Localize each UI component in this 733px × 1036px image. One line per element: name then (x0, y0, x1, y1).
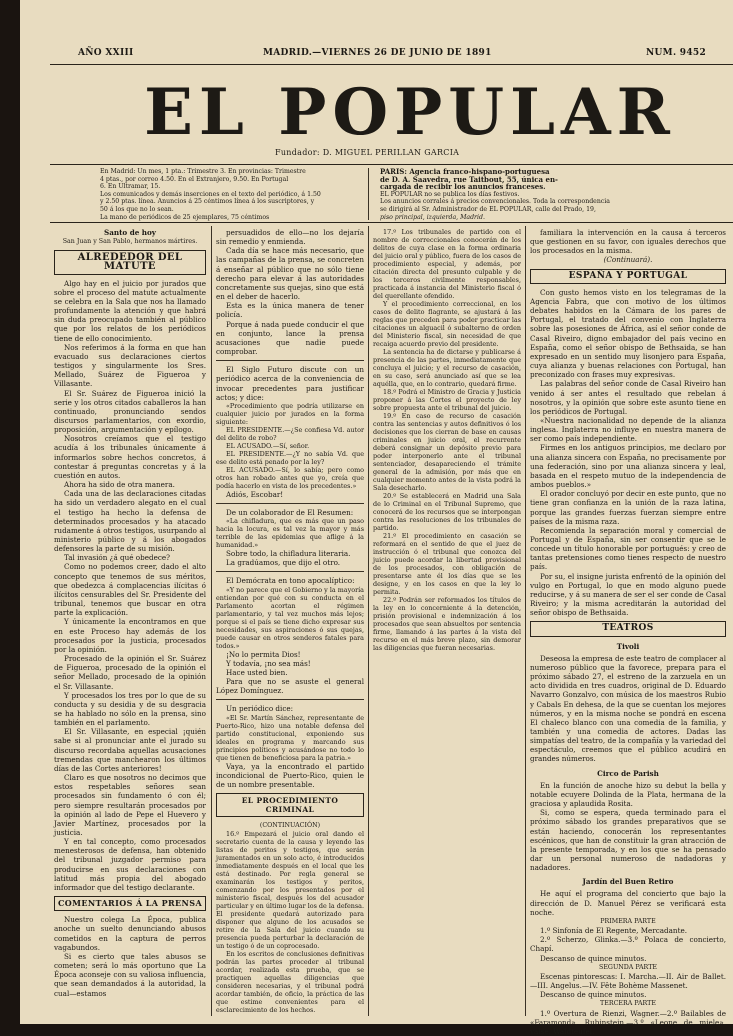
paris-line: de D. A. Saavedra, rue Taitbout, 55, única en- (380, 174, 558, 184)
theatre-retiro: Jardín del Buen Retiro (582, 877, 674, 887)
paragraph: 18.º Podrá el Ministro de Gracia y Justicia proponer á las Cortes el proyecto de ley sobre propuesta ante el tribunal del juicio. (373, 388, 521, 412)
section-title-espana-portugal: ESPAÑA Y PORTUGAL (530, 269, 726, 284)
section-title-teatros: TEATROS (530, 621, 726, 636)
rule-above-info (50, 164, 733, 165)
saint-heading: Santo de hoy (104, 228, 156, 237)
column-2 (216, 228, 364, 1018)
paragraph: 22.º Podrán ser reformados los títulos de la ley en lo concerniente á la detención, prisión provisional e indemnización á los procesados que sean absueltos por sentencia firme, llamando á las partes á la vista del recurso en el más breve plazo, sin demorar las diligencias que fueran necesarias. (373, 596, 521, 652)
paragraph: 21.º El procedimiento en casación se reformará en el sentido de que el juez de instrucción ó el tribunal que conozca del juicio puede acordar la libertad provisional de los procesados, con obligación de presentarse ante él los días que se les designe, y en los casos en que la ley lo permita. (373, 532, 521, 596)
paragraph: Y todavía, ¡no sea más! (226, 658, 311, 668)
paragraph: Porque á nada puede conducir el que en conjunto, lance la prensa acusaciones que nadie puede comprobar. (216, 319, 364, 357)
paris-line: Los anuncios corrales á precios convencionales. Toda la correspondencia (380, 198, 610, 206)
program-part: SEGUNDA PARTE (599, 963, 657, 971)
column-divider (211, 226, 212, 1016)
paragraph: Recomienda la separación moral y comercial de Portugal y de España, sin ser consentir que se le concede un título honorable por portugués: y creo de tantas pretensiones como tienes respecto de nuestro país. (530, 525, 726, 572)
program-item: 1.º Overtura de Rienzi, Wagner.—2.º Bailables de «Faramond», Rubinstein.—3.º «Leone de miele», valse, Waldteufel. (530, 1008, 726, 1036)
column-4 (530, 228, 726, 1036)
founder-line: Fundador: D. MIGUEL PERILLAN GARCIA (275, 148, 460, 157)
program-item: Escenas pintorescas: I. Marcha.—II. Air de Ballet.—III. Angelus.—IV. Fête Bohème Massenet. (530, 971, 726, 991)
newspaper-page (20, 0, 733, 1036)
section-title-procedimiento: EL PROCEDIMIENTO CRIMINAL (216, 793, 364, 817)
program-part: TERCERA PARTE (600, 1000, 656, 1008)
paragraph: Nos referimos á la forma en que han evacuado sus declaraciones ciertos testigos y singularmente los Sres. Mellado, Suárez de Figueroa y Villasante. (54, 342, 206, 389)
paragraph: Y procesados los tres por lo que de su conducta y su desidia y de su desgracia se ha hablado no sólo en la prensa, sino también en el parlamento. (54, 690, 206, 728)
column-3 (373, 228, 521, 1018)
sub-line: Los comunicados y demás inserciones en el texto del periódico, á 1.50 (100, 190, 321, 198)
quote: «Procedimiento que podría utilizarse en cualquier juicio por jurados en la forma siguiente: (216, 401, 364, 426)
paragraph: Cada una de las declaraciones citadas ha sido un verdadero alegato en el cual el testigo ha hecho la defensa de determinados procesados y ha atacado rudamente á otros testigos, usurpando al ministerio público y á los abogados defensores la parte de su misión. (54, 489, 206, 554)
paragraph: Y en tal concepto, como procesados menesterosos de defensa, han obtenido del tribunal juzgador permiso para producirse en sus declaraciones con latitud más propia del abogado informador que del testigo declarante. (54, 837, 206, 892)
paragraph: Si, como se espera, queda terminado para el próximo sábado los grandes preparativos que se están haciendo, conocerán los representantes escénicos, que han de constituir la gran atracción de la presente temporada, y en los que se ha pensado dar un personal numeroso de nadadoras y nadadores. (530, 808, 726, 873)
dateline (78, 48, 728, 62)
paragraph: Ahora ha sido de otra manera. (64, 480, 175, 490)
quote: EL ACUSADO.—Sí, señor. (226, 441, 310, 450)
paragraph: 16.º Empezará el juicio oral dando el secretario cuenta de la causa y leyendo las listas de peritos y testigos, que serán juramentados en un solo acto, é introducidos inmediatamente después en el local que les está destinado. Por regla general se examinarán los testigos y peritos, comenzando por los presentados por el ministerio fiscal, después los del acusador particular y en último lugar los de la defensa. El presidente quedará autorizado para disponer que alguno de los acusados se retire de la Sala del juicio cuando su presencia pueda perturbar la declaración de un testigo ó de un coprocesado. (216, 830, 364, 951)
divider (216, 699, 364, 700)
paragraph: Esta es la única manera de tener policía. (216, 301, 364, 320)
paragraph: Un periódico dice: (226, 704, 294, 714)
column-1 (54, 228, 206, 1018)
paragraph: Vaya, ya la encontrado el partido incondicional de Puerto-Rico, quien le de un nombre presentable. (216, 761, 364, 789)
paragraph: Como no podemos creer, dado el alto concepto que tenemos de sus méritos, que obedezca á complacencias ilícitas ó ilícitos censurables del Sr. Presidente del tribunal, tenemos que buscar en otra parte la explicación. (54, 562, 206, 618)
paragraph: El Siglo Futuro discute con un periódico acerca de la conveniencia de invocar precedentes para justificar actos; y dice: (216, 365, 364, 402)
paragraph: La sentencia ha de dictarse y publicarse á presencia de las partes, inmediatamente que concluya el juicio; y el recurso de casación, en su caso, será anunciado así que se lea aquélla, que, en lo contrario, quedará firme. (373, 348, 521, 388)
info-divider (368, 168, 369, 220)
paris-agency-info (380, 168, 660, 221)
paragraph: ¡No lo permita Dios! (226, 649, 301, 659)
paragraph: Algo hay en el juicio por jurados que sobre el proceso del matute actualmente se celebra en la Sala que nos ha llamado profundamente la atención y que habrá sin duda preocupado también al público que por los relatos de los periódicos tiene de ello conocimiento. (54, 278, 206, 343)
saint-text: San Juan y San Pablo, hermanos mártires. (62, 238, 198, 246)
date-label: MADRID.—VIERNES 26 DE JUNIO DE 1891 (263, 48, 492, 58)
paragraph: «Nuestra nacionalidad no depende de la alianza inglesa. Inglaterra no influye en nuestra manera de ser como país independiente. (530, 415, 726, 444)
paragraph: Hace usted bien. (226, 667, 288, 677)
paragraph: Sobre todo, la chifladura literaria. (226, 549, 351, 559)
issue-number: NUM. 9452 (646, 48, 707, 58)
continued-note: (Continuará). (603, 255, 653, 265)
paragraph: Y el procedimiento correccional, en los casos de delito flagrante, se ajustará á las reglas que preceden para poder practicar las citaciones un alguacil ó subalterno de orden del Ministerio fiscal, sin necesidad de que recaiga acuerdo previo del presidente. (373, 300, 521, 348)
paragraph: En los escritos de conclusiones definitivas podrán las partes proceder al tribunal acordar, realizada esta prueba, que se practiquen aquellas diligencias que consideren necesarias, y el tribunal podrá acordar también, de oficio, la práctica de las que estime convenientes para el esclarecimiento de los hechos. (216, 950, 364, 1015)
program-item: 1.º Sinfonía de El Regente, Mercadante. (540, 926, 687, 936)
sub-line: y 2.50 ptas. línea. Anuncios á 25 céntimos línea á los suscriptores, y (100, 198, 315, 206)
sub-line: La mano de periódicos de 25 ejemplares, 75 céntimos (100, 213, 270, 221)
paragraph: 19.º En caso de recurso de casación contra las sentencias y autos definitivos ó los decisiones que los cierran de base en causas criminales en juicio oral, el recurrente deberá consignar un depósito previo para poder interponerlo ante el tribunal sentenciador, desapareciendo el trámite general de la admisión, por más que en cualquier momento antes de la vista podrá la Sala desecharlo. (373, 412, 521, 492)
quote: «Y no parece que el Gobierno y la mayoría entiendan por qué con su conducta en el Parlamento acortan el régimen parlamentario, y tal vez muchos más lejos; porque si el país se tiene dicho expresar sus necesidades, sus aspiraciones ó sus quejas, puede causar en otros senderos fatales para todos.» (216, 585, 364, 650)
sub-line: 50 á los que no lo sean. (100, 205, 174, 213)
divider (216, 503, 364, 504)
article-title-comentarios: COMENTARIOS Á LA PRENSA (54, 896, 206, 911)
program-item: Descanso de quince minutos. (540, 990, 647, 1000)
section-subtitle: (CONTINUACIÓN) (259, 822, 321, 830)
article-title-matute: ALREDEDOR DEL MATUTE (54, 250, 206, 274)
paragraph: Cada día se hace más necesario, que las campañas de la prensa, se concreten á enseñar al público que no sólo tiene derecho para elevar á las autoridades concretamente sus quejas, sino que está en el deber de hacerlo. (216, 246, 364, 302)
paragraph: El Sr. Suárez de Figueroa inició la serie y los otros citados caballeros la han continuado, pronunciando sendos discursos parlamentarios, con exordio, proposición, argumentación y epílogo. (54, 388, 206, 435)
paris-line: EL POPULAR no se publica los días festivos. (380, 190, 520, 198)
quote: «La chifladura, que es más que un paso hacia la locura, es tal vez la mayor y más terrible de las epidemias que aflige á la humanidad.» (216, 517, 364, 550)
paragraph: La gradúamos, que dijo el otro. (226, 558, 341, 568)
paris-line: piso principal, izquierda, Madrid. (380, 213, 485, 221)
quote: EL PRESIDENTE.—¿Y no sabía Vd. que ese delito está penado por la ley? (216, 449, 364, 466)
paragraph: Procesado de la opinión el Sr. Suárez de Figueroa, procesado de la opinión el señor Mellado, procesado de la opinión el Sr. Villasante. (54, 654, 206, 691)
rule-above-columns (50, 222, 733, 223)
theatre-parish: Circo de Parish (597, 768, 659, 778)
paragraph: En la función de anoche hizo su debut la bella y notable ecuyere Dolinda de la Plata, hermana de la graciosa y aplaudida Rosita. (530, 780, 726, 809)
paragraph: He aquí el programa del concierto que bajo la dirección de D. Manuel Pérez se verificará esta noche. (530, 889, 726, 917)
paragraph: Adiós, Escobar! (226, 489, 284, 499)
theatre-tivoli: Tivoli (616, 641, 640, 651)
quote: EL PRESIDENTE.—¿Se confiesa Vd. autor del delito de robo? (216, 425, 364, 442)
paragraph: De un colaborador de El Resumen: (226, 507, 354, 517)
paragraph: El Sr. Villasante, en especial ¡quién sabe si al pronunciar ante el jurado su discurso recordaba aquellas acusaciones tremendas que manchearon los últimos días de las Cortes anteriores! (54, 727, 206, 773)
paragraph: Firmes en los antiguos principios, me declaro por una alianza sincera con España, no precisamente por una federación, sino por una alianza sincera y leal, basada en el respeto mutuo de la independencia de ambos pueblos.» (530, 443, 726, 490)
paragraph: Nosotros creíamos que el testigo acudía á los tribunales únicamente á informarlos sobre hechos concretos, á contestar á preguntas concretas y á la cuestión en autos. (54, 434, 206, 480)
paris-line: se dirigirá al Sr. Administrador de EL POPULAR, calle del Prado, 19, (380, 205, 596, 213)
paragraph: Si es cierto que tales abusos se cometen; será lo más oportuno que La Época aconseje con su valiosa influencia, que sean demandados á la autoridad, la cual—estamos (54, 951, 206, 998)
quote: «El Sr. Martín Sánchez, representante de Puerto-Rico, hizo una notable defensa del partido constitucional, exponiendo sus ideales en programa y marcando sus principios políticos y acusándose no todo lo que tienen de beneficiosa para la patria.» (216, 713, 364, 762)
paragraph: El orador concluyó por decir en este punto, que no tiene gran confianza en la unión de la raza latina, porque las grandes fuerzas fuerzan siempre entre países de la misma raza. (530, 489, 726, 526)
divider (216, 360, 364, 361)
paragraph: Por su, el insigne jurista enfrentó de la opinión del vulgo en Portugal, lo que en modo alguno puede reducirse, y á su manera de ser el ser conde de Casal Riveiro; y la misma acreditarán la autoridad del señor obispo de Bethsaida. (530, 571, 726, 618)
paragraph: Deseosa la empresa de este teatro de complacer al numeroso público que la favorece, prepara para el próximo sábado 27, el estreno de la zarzuela en un acto dividida en tres cuadros, original de D. Eduardo Navarro Gonzalvo, con música de los maestros Rubio y Cabals En dehesa, de la que se cuentan los mejores números, y en la misma noche se pondrá en escena El chaleco blanco con una comedia de la familia, y también y una comedia de actores. Dadas las simpatías del teatro, de la compañía y la variedad del espectáculo, creemos que el público acudirá en grandes números. (530, 653, 726, 764)
paragraph: persuadidos de ello—no los dejaría sin remedio y enmienda. (216, 228, 364, 247)
paragraph: Nuestro colega La Época, publica anoche un suelto denunciando abusos cometidos en la captura de perros vagabundos. (54, 915, 206, 952)
paragraph: Para que no se asuste el general López Domínguez. (216, 677, 364, 696)
paragraph: 20.º Se establecerá en Madrid una Sala de lo Criminal en el Tribunal Supremo, que conocerá de los recursos que se interpongan contra las resoluciones de los tribunales de partido. (373, 492, 521, 532)
sub-line: 6. En Ultramar, 15. (100, 183, 161, 191)
paris-line: cargada de recibir los anuncios franceses. (380, 182, 546, 192)
divider (216, 571, 364, 572)
program-item: Descanso de quince minutos. (540, 953, 647, 963)
paragraph: Y únicamente la encontramos en que en este Proceso hay además de los procesados por la justicia, procesados por la opinión. (54, 617, 206, 654)
subscription-info (100, 168, 350, 221)
paragraph: Tal invasión ¿á qué obedece? (64, 553, 170, 563)
column-divider (525, 226, 526, 1016)
sub-line: 4 ptas., por correo 4.50. En el Extranjero, 9.50. En Portugal (100, 175, 289, 183)
paragraph: Las palabras del señor conde de Casal Riveiro han venido á ser antes el resultado que rebelan á nosotros, y la opinión que sobre este asunto tiene en los periódicos de Portugal. (530, 379, 726, 416)
quote: EL ACUSADO.—Sí, lo sabía; pero como otros han robado antes que yo, creía que podía hacerlo en vista de los precedentes.» (216, 465, 364, 490)
masthead-title: EL POPULAR (144, 75, 676, 150)
paragraph: 17.º Los tribunales de partido con el nombre de correccionales conocerán de los delitos de cuya clase en la forma ordinaria del juicio oral y público, fuera de los casos de procedimiento especial, y además, por citación directa del presunto culpable y de los terceros civilmente responsables, practicada á instancia del Ministerio fiscal ó del querellante ofendido. (373, 228, 521, 300)
year-label: AÑO XXIII (78, 48, 134, 58)
paragraph: familiara la intervención en la causa á terceros que gestionen en su favor, con iguales derechos que los procesados en la misma. (530, 228, 726, 256)
program-part: PRIMERA PARTE (600, 917, 656, 925)
sub-line: En Madrid: Un mes, 1 pta.: Trimestre 3. En provincias: Trimestre (100, 168, 306, 175)
paragraph: El Demócrata en tono apocalíptico: (226, 576, 355, 586)
program-item: 2.º Scherzo, Glinka.—3.º Polaca de concierto, Chapí. (530, 935, 726, 954)
top-rule (50, 64, 733, 65)
paragraph: Claro es que nosotros no decimos que estos respetables señores sean procesados sin fundamento ó con él; pero siempre resultarán procesados por la opinión al lado de Pepe el Huevero y Javier Martínez, procesados por la justicia. (54, 773, 206, 837)
paris-line: PARIS: Agencia franco-hispano-portuguesa (380, 167, 550, 176)
paragraph: Con gusto hemos visto en los telegramas de la Agencia Fabra, que con motivo de los últimos debates habidos en la Cámara de los pares de Portugal, el tratado del convenio con Inglaterra sobre las posesiones de África, así el señor conde de Casal Riveiro, digno embajador del país vecino en España, como el señor obispo de Bethsaida, se han expresado en un sentido muy lisonjero para España, cuya alianza y buenas relaciones con Portugal, han preconizado con frases muy expresivas. (530, 287, 726, 380)
column-divider (368, 226, 369, 1016)
